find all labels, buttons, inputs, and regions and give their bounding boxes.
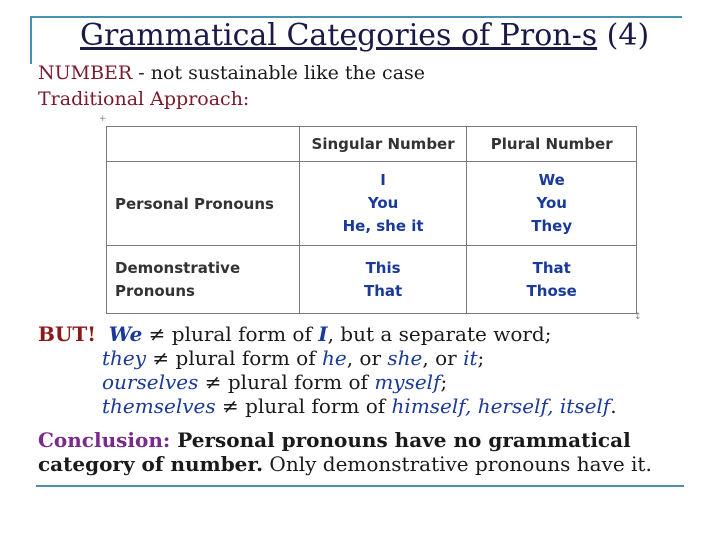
- conclusion-rest: Only demonstrative pronouns have it.: [263, 452, 652, 476]
- conclusion-line-1: [38, 428, 631, 452]
- title-suffix: (4): [606, 18, 650, 53]
- table-row: [107, 246, 637, 314]
- text: ;: [440, 370, 448, 394]
- but-line-1: [38, 322, 551, 346]
- text: , but a separate word;: [327, 322, 552, 346]
- but-line-4: [102, 394, 617, 418]
- text: ≠ plural form of: [198, 370, 375, 394]
- cell-demonstrative-plural: [467, 246, 637, 314]
- number-line: [38, 62, 425, 84]
- header-empty: [107, 127, 300, 162]
- row-label-line: Pronouns: [115, 281, 195, 300]
- pronoun-you-plural: You: [536, 194, 567, 212]
- pronoun-this: This: [365, 258, 401, 277]
- conclusion-bold-1: Personal pronouns have no grammatical: [170, 428, 631, 452]
- pronoun-i: I: [380, 171, 386, 189]
- cell-demonstrative-singular: [299, 246, 467, 314]
- pronoun-that: That: [363, 281, 403, 300]
- but-label: BUT!: [38, 322, 97, 346]
- word-myself: myself: [374, 370, 441, 394]
- text: , or: [346, 346, 388, 370]
- slide-title: [80, 18, 680, 53]
- row-label-line: Demonstrative: [115, 258, 241, 277]
- text: , or: [422, 346, 464, 370]
- header-plural: Plural Number: [467, 127, 637, 162]
- number-text: - not sustainable like the case: [132, 62, 426, 84]
- word-himself-herself-itself: himself, herself, itself: [391, 394, 611, 418]
- pronoun-those: Those: [526, 281, 577, 300]
- cell-personal-singular: [299, 162, 467, 246]
- frame-left-rule: [30, 16, 32, 64]
- pronoun-he-she-it: He, she it: [342, 217, 424, 235]
- text: ≠ plural form of: [215, 394, 392, 418]
- table-handle-icon: +: [99, 114, 107, 124]
- frame-bottom-rule: [36, 485, 684, 487]
- header-singular: Singular Number: [299, 127, 467, 162]
- pronoun-table: [106, 126, 637, 314]
- but-line-3: [102, 370, 447, 394]
- word-i: I: [318, 322, 328, 346]
- text: .: [610, 394, 617, 418]
- table-row: [107, 162, 637, 246]
- word-they: they: [102, 346, 147, 370]
- number-label: NUMBER: [38, 62, 133, 84]
- word-ourselves: ourselves: [102, 370, 199, 394]
- pronoun-that-plural-col: That: [532, 258, 571, 277]
- word-he: he: [321, 346, 347, 370]
- cell-personal-plural: [467, 162, 637, 246]
- text: ≠ plural form of: [142, 322, 319, 346]
- conclusion-label: Conclusion:: [38, 428, 171, 452]
- pronoun-they: They: [531, 217, 573, 235]
- approach-heading: Traditional Approach:: [38, 88, 250, 110]
- pronoun-we: We: [538, 171, 565, 189]
- word-themselves: themselves: [102, 394, 216, 418]
- conclusion-line-2: [38, 452, 652, 476]
- text: ;: [477, 346, 485, 370]
- table-header-row: [107, 127, 637, 162]
- conclusion-bold-2: category of number.: [38, 452, 264, 476]
- text: ≠ plural form of: [146, 346, 322, 370]
- table-resize-icon: ↕: [634, 312, 642, 322]
- title-main: Grammatical Categories of Pron-s: [80, 18, 598, 53]
- pronoun-you: You: [367, 194, 399, 212]
- row-label-personal: Personal Pronouns: [107, 162, 300, 246]
- row-label-demonstrative: [107, 246, 300, 314]
- word-we: We: [108, 322, 143, 346]
- but-line-2: [102, 346, 484, 370]
- word-she: she: [387, 346, 423, 370]
- word-it: it: [463, 346, 478, 370]
